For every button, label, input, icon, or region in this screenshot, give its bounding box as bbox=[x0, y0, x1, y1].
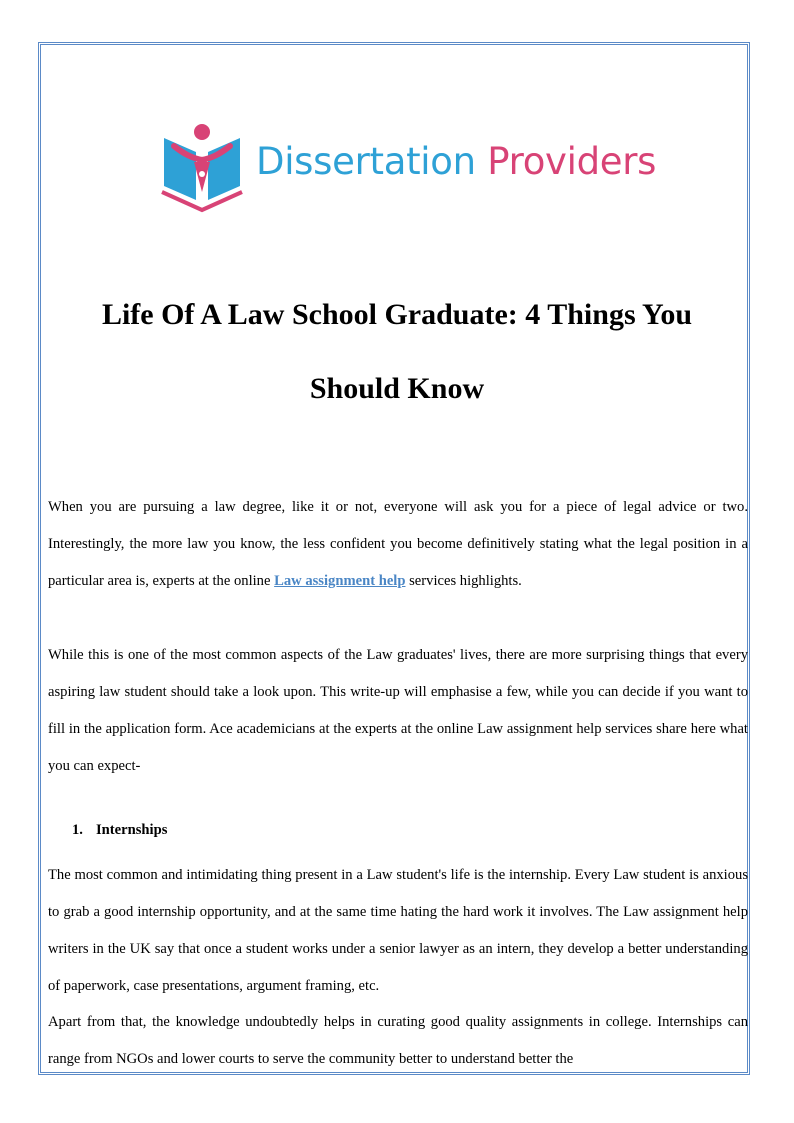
internships-paragraph-2: Apart from that, the knowledge undoubtedly helps in curating good quality assignments in college. Internships can range from NGOs and lower courts to serve the community better to understand better the bbox=[48, 1014, 748, 1067]
logo-wordmark bbox=[256, 140, 656, 183]
intro-text-after: services highlights. bbox=[405, 573, 522, 589]
intro-text-before: When you are pursuing a law degree, like it or not, everyone will ask you for a piece of legal advice or two. Interestingly, the more law you know, the less confident you become definitively stating what the legal position in a particular area is, experts at the online bbox=[48, 499, 748, 589]
logo-word-providers: Providers bbox=[487, 140, 657, 183]
dissertation-providers-logo bbox=[160, 122, 657, 214]
book-pen-logo-icon bbox=[160, 122, 250, 214]
internships-paragraph-1: The most common and intimidating thing present in a Law student's life is the internship. Every Law student is anxious to grab a good internship opportunity, and at the same time hating the hard work it involves. The Law assignment help writers in the UK say that once a student works under a senior lawyer as an intern, they develop a better understanding of paperwork, case presentations, argument framing, etc. bbox=[48, 867, 748, 994]
second-paragraph: While this is one of the most common aspects of the Law graduates' lives, there are more surprising things that every aspiring law student should take a look upon. This write-up will emphasise a few, while you can decide if you want to fill in the application form. Ace academicians at the experts at the online Law assignment help services share here what you can expect- bbox=[48, 647, 748, 774]
logo-word-dissertation: Dissertation bbox=[256, 140, 476, 183]
law-assignment-help-link[interactable]: Law assignment help bbox=[274, 573, 406, 589]
section-number: 1. bbox=[72, 822, 83, 838]
page-title bbox=[48, 278, 746, 426]
intro-paragraph bbox=[48, 489, 748, 600]
section-heading-internships bbox=[72, 822, 167, 839]
title-line-1: Life Of A Law School Graduate: 4 Things You bbox=[101, 298, 693, 331]
title-line-2: Should Know bbox=[309, 372, 485, 405]
section-heading-text: Internships bbox=[96, 822, 168, 838]
